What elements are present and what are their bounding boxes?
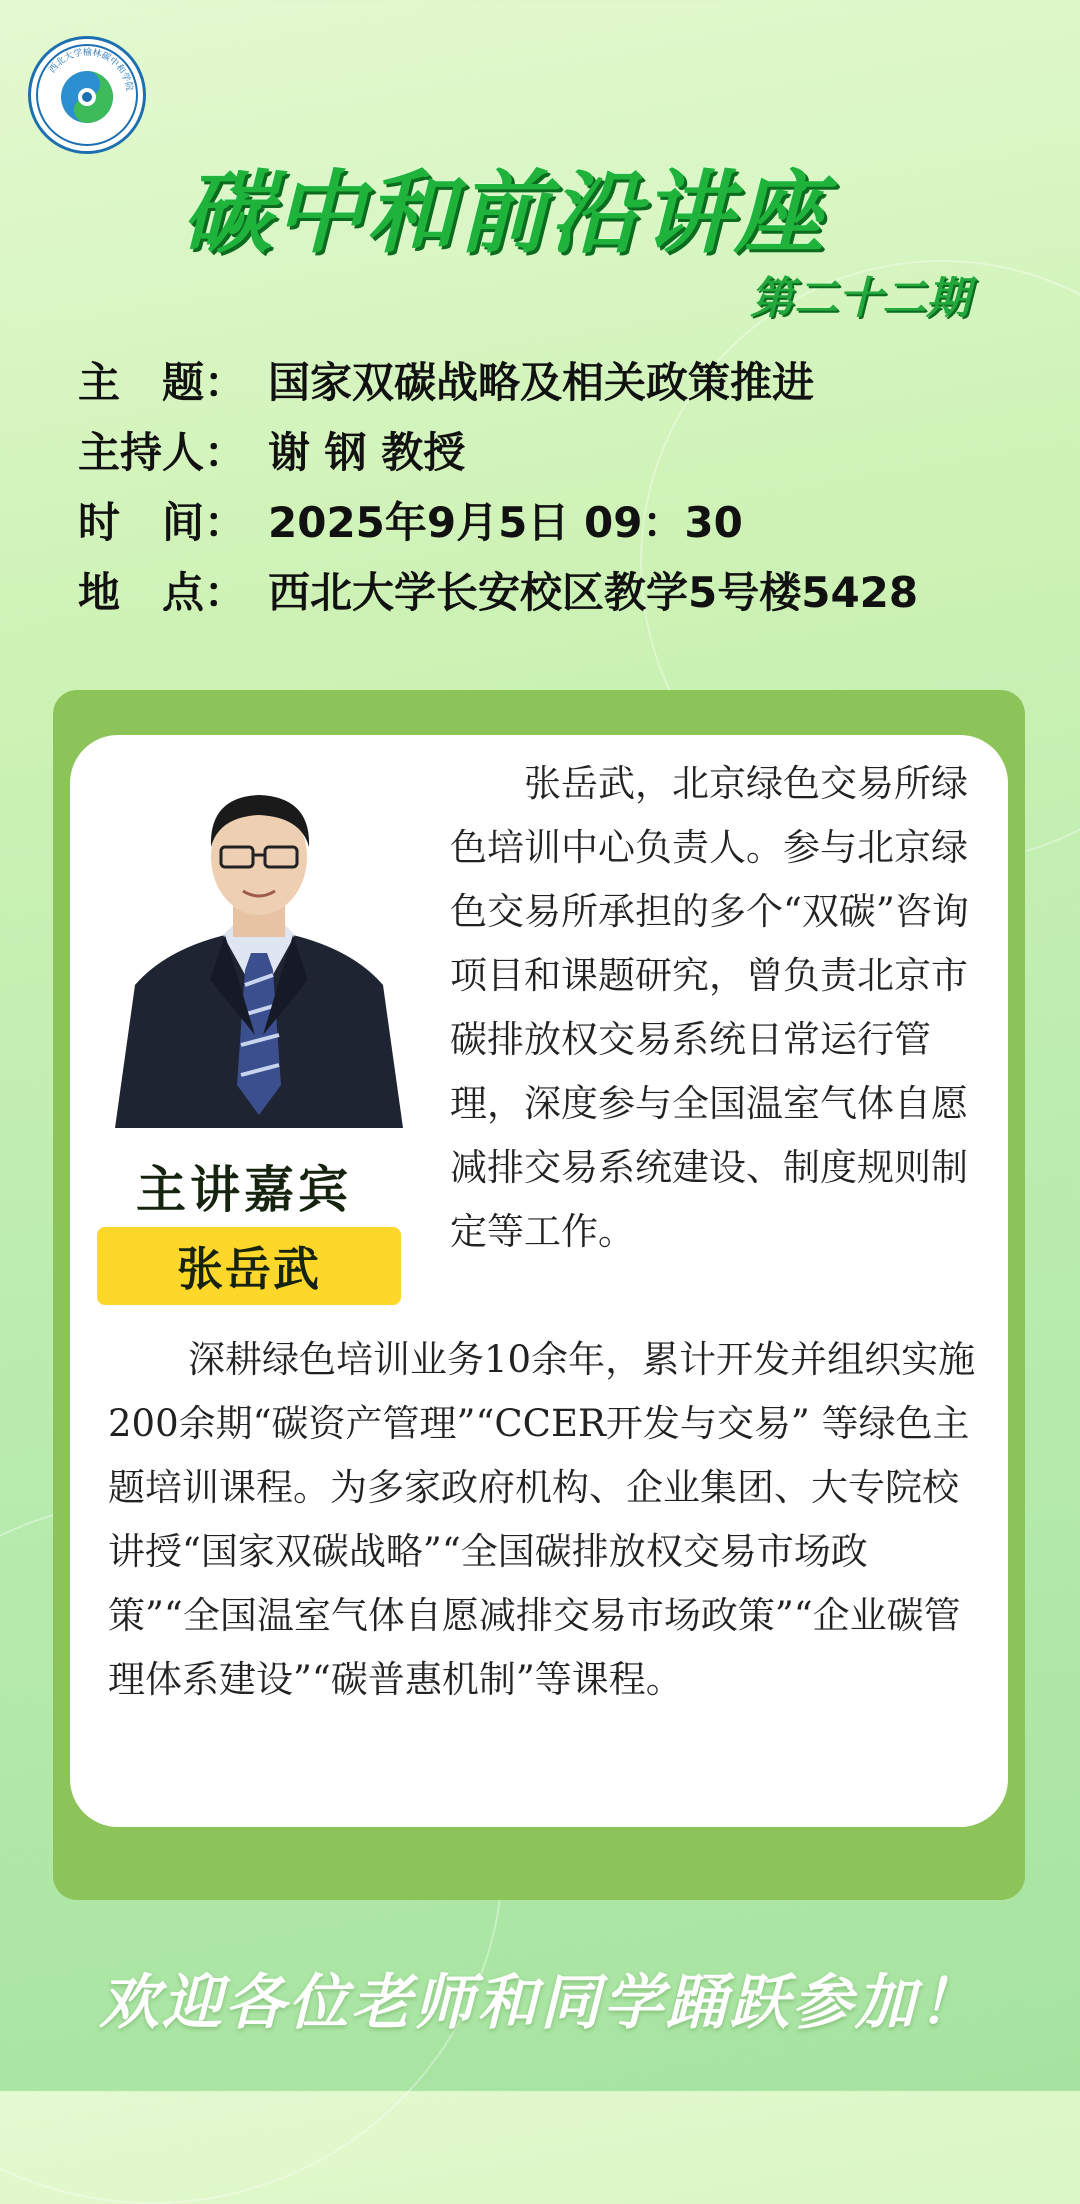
- speaker-photo: [105, 785, 413, 1128]
- info-host: [78, 420, 465, 480]
- issue-number: 第二十二期: [750, 273, 970, 324]
- poster-title: 碳中和前沿讲座: [182, 161, 826, 266]
- info-value: 西北大学长安校区教学5号楼5428: [268, 568, 919, 617]
- info-label: 时 间：: [78, 498, 247, 547]
- info-label: 主持人：: [78, 428, 247, 477]
- info-time: [78, 490, 743, 550]
- info-label: 地 点：: [78, 568, 247, 617]
- speaker-section-label: 主讲嘉宾: [136, 1160, 352, 1219]
- speaker-bio-part1: 张岳武，北京绿色交易所绿色培训中心负责人。参与北京绿色交易所承担的多个“双碳”咨询项目和课题研究，曾负责北京市碳排放权交易系统日常运行管理，深度参与全国温室气体自愿减排交易系统建设、制度规则制定等工作。: [450, 762, 969, 1253]
- speaker-name-badge: 张岳武: [97, 1227, 401, 1305]
- info-label: 主 题：: [78, 358, 247, 407]
- info-value: 国家双碳战略及相关政策推进: [268, 358, 815, 407]
- welcome-footer: 欢迎各位老师和同学踊跃参加！: [99, 1968, 981, 2038]
- logo-text: 西北大学榆林碳中和学院: [47, 47, 134, 92]
- college-emblem-icon: [28, 36, 146, 154]
- info-location: [78, 560, 918, 620]
- info-topic: [78, 350, 814, 410]
- speaker-bio-part2: 深耕绿色培训业务10余年，累计开发并组织实施200余期“碳资产管理”“CCER开发与交易” 等绿色主题培训课程。为多家政府机构、企业集团、大专院校讲授“国家双碳战略”“全国碳排放权交易市场政策”“全国温室气体自愿减排交易市场政策”“企业碳管理体系建设”“碳普惠机制”等课程。: [108, 1338, 976, 1701]
- info-value: 谢 钢 教授: [268, 428, 466, 477]
- info-value: 2025年9月5日 09：30: [268, 498, 743, 547]
